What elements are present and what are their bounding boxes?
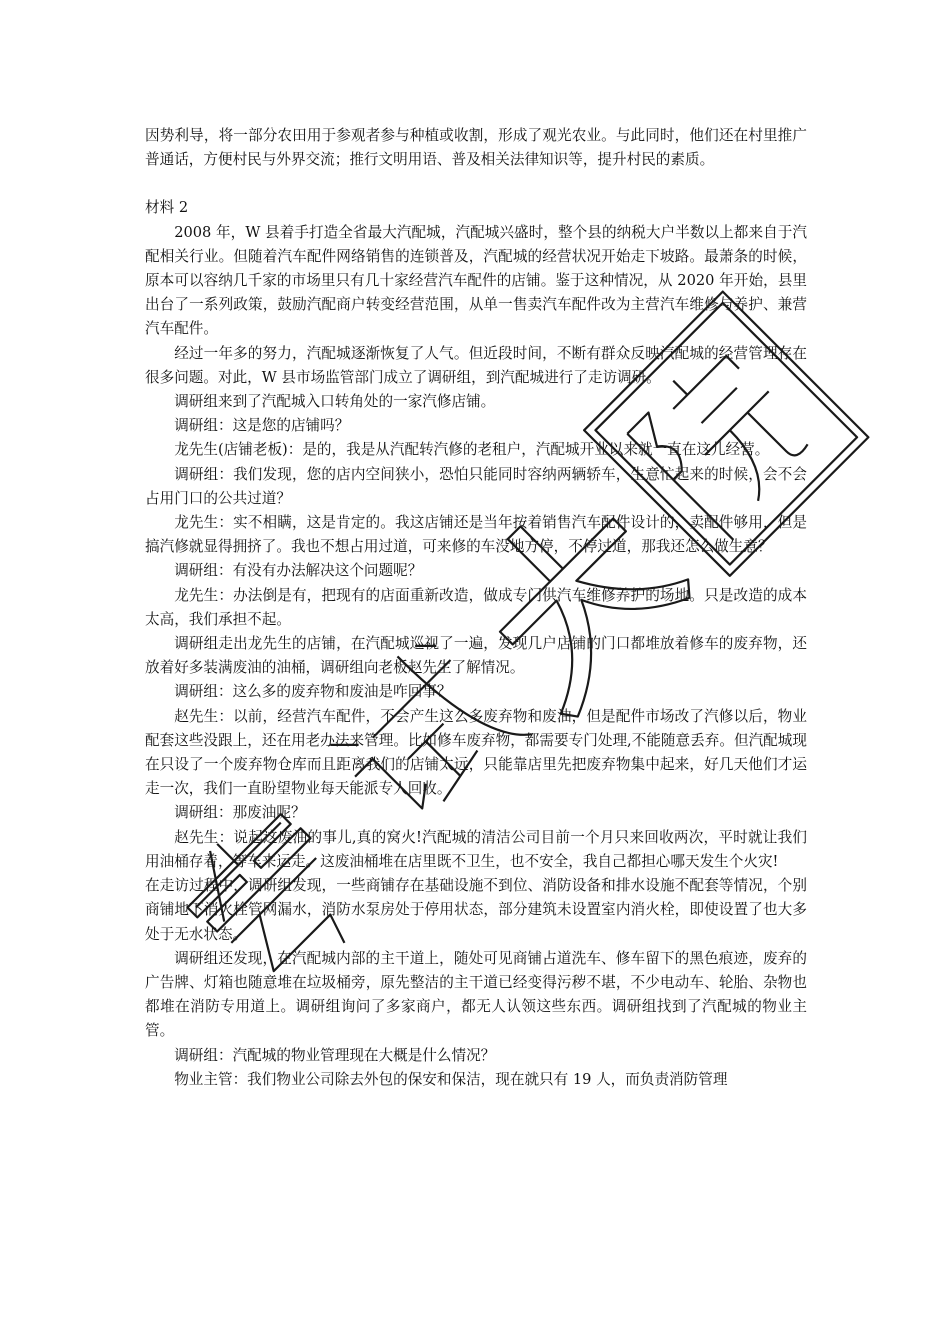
paragraph: 龙先生：办法倒是有，把现有的店面重新改造，做成专门供汽车维修养护的场地。只是改造的成本太高，我们承担不起。 bbox=[145, 586, 807, 628]
paragraph: 调研组：这么多的废弃物和废油是咋回事？ bbox=[174, 683, 452, 701]
paragraph: 调研组：这是您的店铺吗？ bbox=[174, 417, 350, 435]
paragraph: 龙先生(店铺老板)：是的，我是从汽配转汽修的老租户，汽配城开业以来就一直在这儿经营。 bbox=[174, 441, 770, 459]
paragraph: 调研组还发现，在汽配城内部的主干道上，随处可见商铺占道洗车、修车留下的黑色痕迹，废弃的广告牌、灯箱也随意堆在垃圾桶旁，原先整洁的主干道已经变得污秽不堪，不少电动车、轮胎、杂物也都堆在消防专用道上。调研组询问了多家商户，都无人认领这些东西。调研组找到了汽配城的物业主管。 bbox=[145, 949, 807, 1040]
paragraph: 调研组：汽配城的物业管理现在大概是什么情况？ bbox=[174, 1046, 496, 1064]
paragraph: 龙先生：实不相瞒，这是肯定的。我这店铺还是当年按着销售汽车配件设计的，卖配件够用，但是搞汽修就显得拥挤了。我也不想占用过道，可来修的车没地方停，不停过道，那我还怎么做生意？ bbox=[145, 514, 807, 556]
paragraph: 调研组：我们发现，您的店内空间狭小，恐怕只能同时容纳两辆轿车，生意忙起来的时候，会不会占用门口的公共过道？ bbox=[145, 465, 807, 507]
paragraph: 经过一年多的努力，汽配城逐渐恢复了人气。但近段时间，不断有群众反映汽配城的经营管理存在很多问题。对此，W 县市场监管部门成立了调研组，到汽配城进行了走访调研。 bbox=[145, 344, 807, 386]
paragraph: 调研组走出龙先生的店铺，在汽配城巡视了一遍，发现几户店铺的门口都堆放着修车的废弃物，还放着好多装满废油的油桶，调研组向老板赵先生了解情况。 bbox=[145, 635, 807, 677]
paragraph: 因势利导，将一部分农田用于参观者参与种植或收割，形成了观光农业。与此同时，他们还在村里推广普通话，方便村民与外界交流；推行文明用语、普及相关法律知识等，提升村民的素质。 bbox=[145, 127, 807, 169]
paragraph: 赵先生：以前，经营汽车配件，不会产生这么多废弃物和废油，但是配件市场改了汽修以后，物业配套这些没跟上，还在用老办法来管理。比如修车废弃物，都需要专门处理,不能随意丢弃。但汽配城现在只设了一个废弃物仓库而且距离我们的店铺太远，只能靠店里先把废弃物集中起来，好几天他们才运走一次，我们一直盼望物业每天能派专人回收。 bbox=[145, 707, 807, 798]
paragraph: 调研组来到了汽配城入口转角处的一家汽修店铺。 bbox=[174, 393, 496, 411]
paragraph: 在走访过程中，调研组发现，一些商铺存在基础设施不到位、消防设备和排水设施不配套等情况，个别商铺地下消火栓管网漏水，消防水泵房处于停用状态，部分建筑未设置室内消火栓，即使设置了也大多处于无水状态。 bbox=[145, 877, 807, 943]
document-body bbox=[145, 124, 807, 1092]
paragraph: 赵先生：说起这废油的事儿,真的窝火!汽配城的清洁公司目前一个月只来回收两次，平时就让我们用油桶存着，等车来运走。这废油桶堆在店里既不卫生，也不安全，我自己都担心哪天发生个火灾! bbox=[145, 828, 807, 870]
paragraph: 物业主管：我们物业公司除去外包的保安和保洁，现在就只有 19 人，而负责消防管理 bbox=[174, 1070, 728, 1088]
paragraph: 材料 2 bbox=[145, 199, 189, 217]
paragraph-gap bbox=[145, 172, 807, 196]
paragraph: 调研组：有没有办法解决这个问题呢？ bbox=[174, 562, 423, 580]
paragraph: 2008 年，W 县着手打造全省最大汽配城，汽配城兴盛时，整个县的纳税大户半数以上都来自于汽配相关行业。但随着汽车配件网络销售的连锁普及，汽配城的经营状况开始走下坡路。最萧条的时候，原本可以容纳几千家的市场里只有几十家经营汽车配件的店铺。鉴于这种情况，从 2020 年开始，县里出台了一系列政策，鼓励汽配商户转变经营范围，从单一售卖汽车配件改为主营汽车维修与养护、兼营汽车配件。 bbox=[145, 223, 807, 338]
paragraph: 调研组：那废油呢？ bbox=[174, 804, 306, 822]
